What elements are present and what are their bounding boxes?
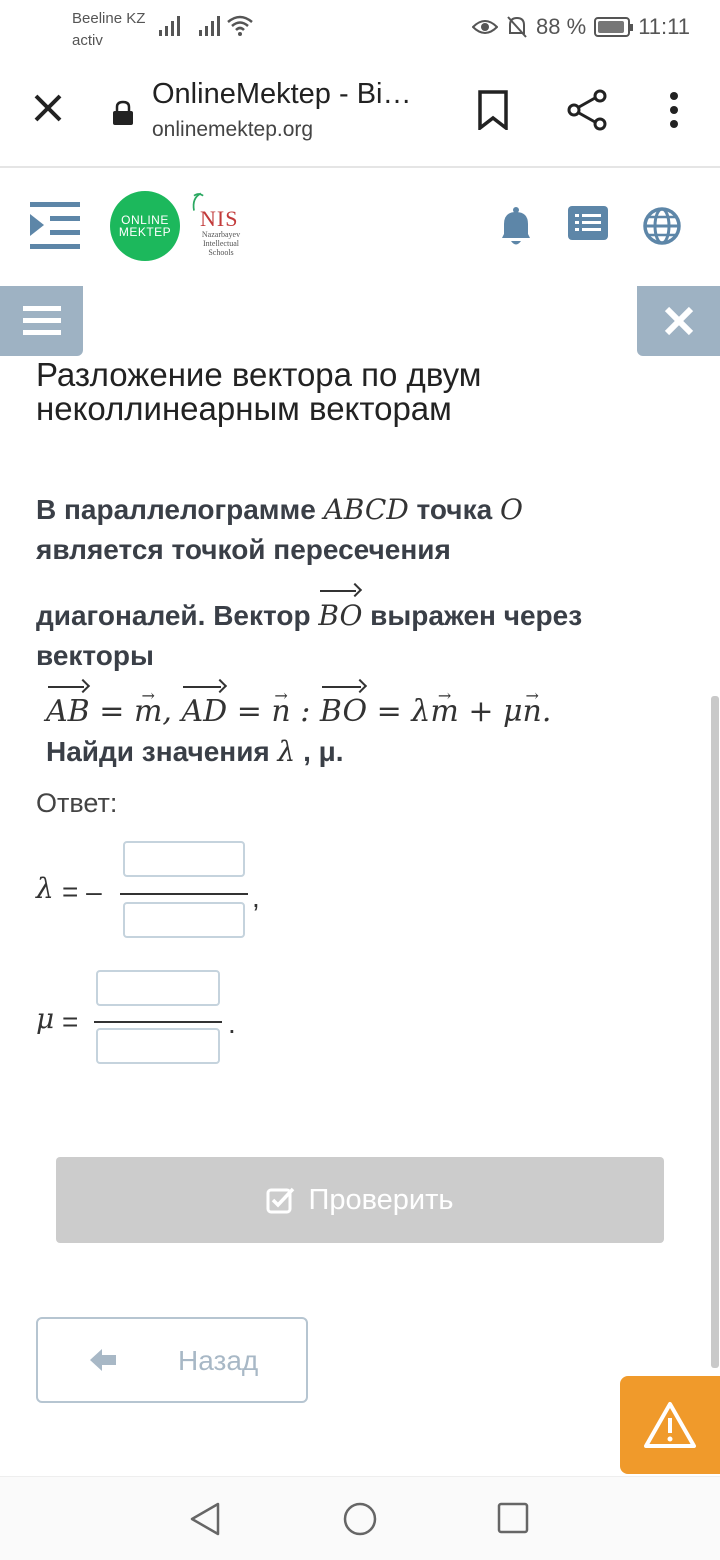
page-url[interactable]: onlinemektep.org: [152, 118, 314, 141]
math-abcd: ABCD: [323, 493, 409, 526]
eq-symbol: =: [227, 694, 272, 729]
nis-sub-line1: Nazarbayev: [201, 230, 241, 239]
checkbox-check-icon: [266, 1186, 296, 1214]
carrier-status: activ: [72, 32, 103, 49]
signal-icon: [158, 14, 182, 38]
lesson-title-line1: Разложение вектора по двум: [36, 356, 482, 393]
status-bar: [0, 0, 720, 56]
task-text: В параллелограмме: [36, 494, 324, 525]
task-text: Найди значения: [46, 736, 278, 767]
vector-m: m →: [134, 692, 162, 732]
back-button[interactable]: [36, 1317, 308, 1403]
task-line2: является точкой пересечения: [36, 534, 451, 565]
sidebar-toggle-icon[interactable]: [30, 202, 82, 250]
nis-sub-line2: Intellectual: [203, 239, 239, 248]
close-tab-icon[interactable]: [28, 88, 68, 128]
vector-m2: m →: [430, 692, 458, 732]
math-lambda: λ: [277, 735, 296, 768]
lambda-equals: = –: [62, 876, 102, 907]
nis-logo-text: NIS: [200, 206, 239, 231]
system-nav-bar: [0, 1476, 720, 1560]
eq-symbol: = λ: [367, 694, 431, 729]
carrier-name: Beeline KZ: [72, 10, 146, 27]
check-button[interactable]: [56, 1157, 664, 1243]
task-line4: векторы: [36, 640, 154, 671]
site-header: [0, 170, 720, 286]
task-text: точка: [408, 494, 500, 525]
lambda-fraction-bar: [120, 893, 248, 895]
wifi-icon: [226, 14, 254, 38]
lesson-menu-button[interactable]: [0, 286, 83, 356]
task-text: выражен через: [362, 600, 583, 631]
lambda-symbol: λ: [36, 872, 54, 905]
lesson-title: [36, 358, 676, 426]
vector-bo-eq: BO: [320, 682, 367, 732]
nis-sub-line3: Schools: [208, 248, 234, 257]
more-menu-icon[interactable]: [660, 90, 688, 130]
mu-symbol: μ: [36, 1002, 55, 1035]
task-question: [36, 732, 686, 772]
mu-equals: =: [62, 1006, 79, 1037]
mu-period: .: [228, 1008, 236, 1039]
task-text: , μ.: [295, 736, 344, 767]
battery-percent: 88 %: [536, 14, 587, 39]
lesson-title-line2: неколлинеарным векторам: [36, 390, 452, 427]
task-line3: [36, 586, 686, 636]
carrier-info: [72, 8, 145, 52]
share-icon[interactable]: [566, 88, 610, 132]
warning-icon: [643, 1401, 697, 1449]
task-list-icon[interactable]: [568, 206, 608, 242]
bookmark-icon[interactable]: [476, 90, 510, 130]
eq-symbol: :: [290, 694, 320, 729]
page-title[interactable]: OnlineMektep - Bi…: [152, 78, 412, 110]
logo-line2: MEKTEP: [118, 225, 172, 239]
eq-symbol: ,: [162, 694, 182, 729]
back-button-label: Назад: [178, 1345, 259, 1376]
eq-symbol: =: [89, 694, 134, 729]
vector-n: n →: [271, 692, 290, 732]
battery-icon: [594, 17, 630, 37]
nav-recent-apps-icon[interactable]: [496, 1501, 530, 1535]
vector-bo: BO: [318, 586, 362, 636]
lock-icon: [112, 100, 134, 126]
nav-back-icon[interactable]: [188, 1501, 224, 1537]
scrollbar[interactable]: [711, 696, 719, 1368]
logo-line1: ONLINE: [121, 213, 169, 227]
nav-home-icon[interactable]: [342, 1501, 378, 1537]
signal-icon-2: [198, 14, 222, 38]
status-right: [472, 14, 690, 40]
math-o: O: [499, 493, 523, 526]
browser-toolbar: [0, 56, 720, 168]
lambda-denominator-input[interactable]: [123, 902, 245, 938]
clock: 11:11: [638, 14, 690, 39]
lambda-comma: ,: [252, 882, 260, 913]
task-text: диагоналей. Вектор: [36, 600, 319, 631]
eq-symbol: .: [541, 694, 552, 729]
vector-n2: n →: [523, 692, 542, 732]
mu-fraction-bar: [94, 1021, 222, 1023]
lambda-numerator-input[interactable]: [123, 841, 245, 877]
close-lesson-button[interactable]: [637, 286, 720, 356]
check-button-label: Проверить: [308, 1183, 454, 1216]
eye-icon: [472, 18, 498, 36]
mute-bell-icon: [506, 15, 528, 39]
onlinemektep-logo[interactable]: [110, 191, 180, 261]
mu-denominator-input[interactable]: [96, 1028, 220, 1064]
answer-label: Ответ:: [36, 788, 118, 818]
close-icon: [664, 306, 694, 336]
language-globe-icon[interactable]: [642, 206, 682, 246]
mu-numerator-input[interactable]: [96, 970, 220, 1006]
task-line1: [36, 490, 686, 530]
notification-bell-icon[interactable]: [496, 206, 536, 248]
task-statement: [36, 490, 686, 772]
hamburger-icon: [23, 306, 61, 336]
vector-ad: AD: [181, 682, 227, 732]
eq-symbol: + μ: [458, 694, 523, 729]
arrow-left-icon: [88, 1345, 118, 1375]
report-problem-button[interactable]: [620, 1376, 720, 1474]
nis-logo-subtitle: [196, 230, 246, 257]
vector-ab: AB: [46, 682, 90, 732]
task-equation: [36, 682, 686, 732]
